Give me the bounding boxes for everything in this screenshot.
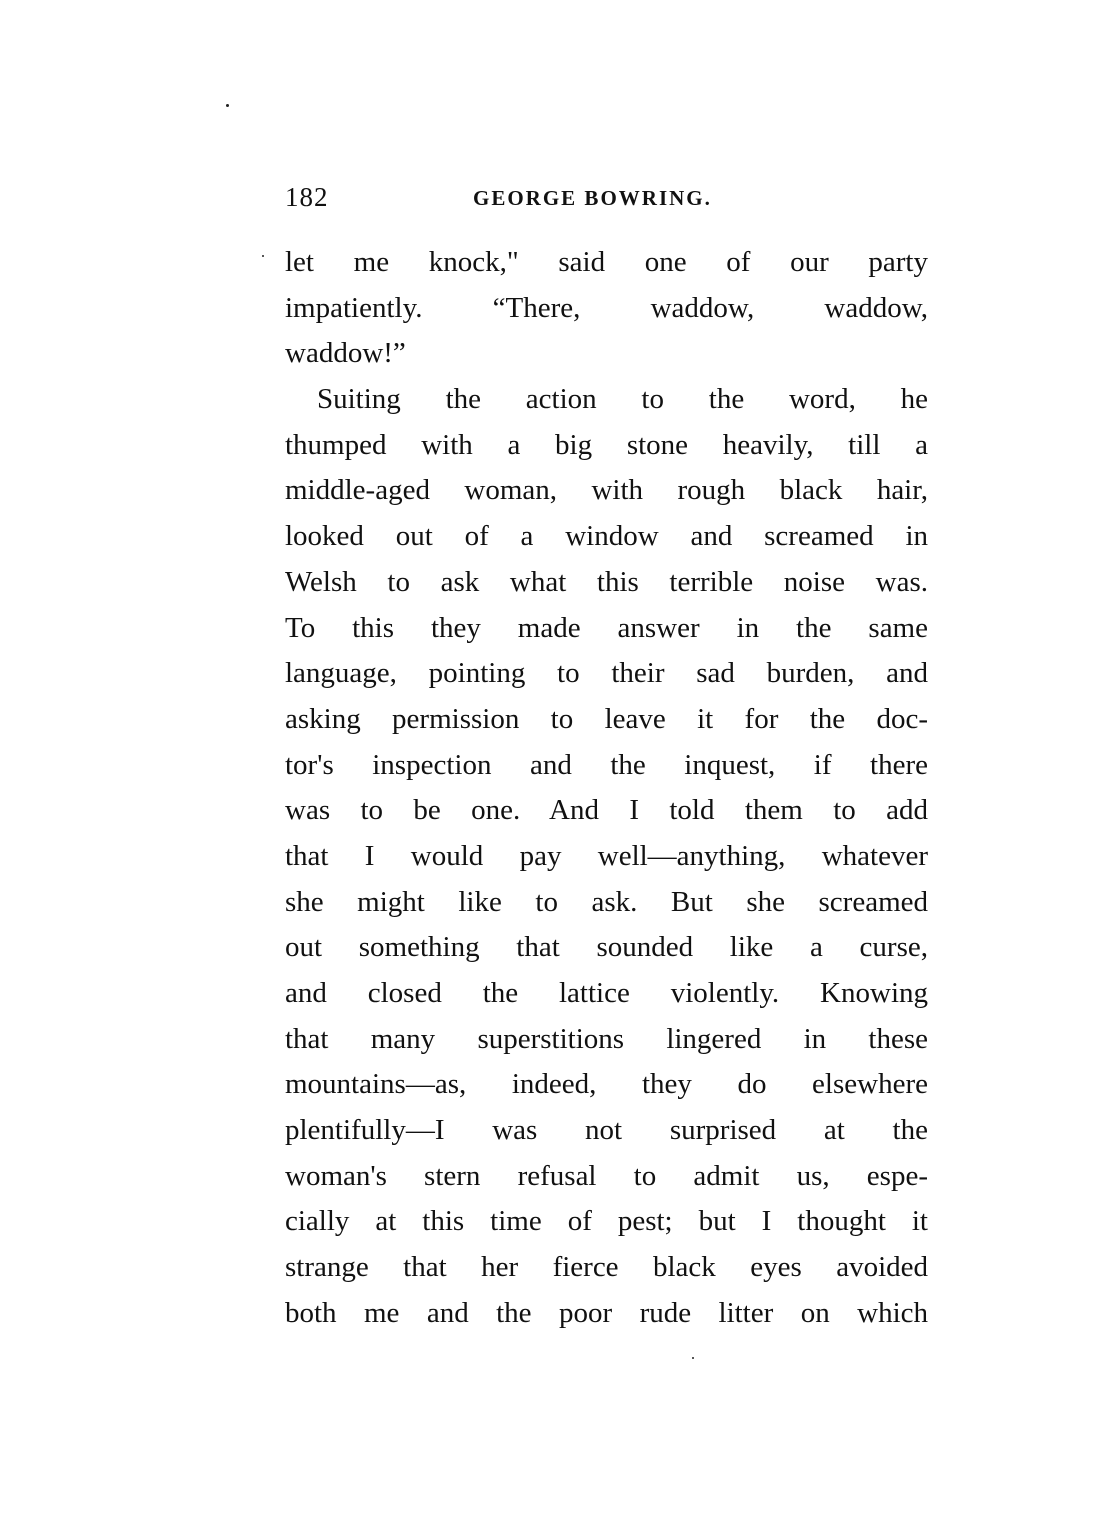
text-line: Welsh to ask what this terrible noise was. [285,565,928,598]
text-line: that many superstitions lingered in these [285,1022,928,1055]
text-line: Suiting the action to the word, he [317,383,928,416]
running-header [285,182,945,216]
text-line: let me knock," said one of our party [285,246,928,278]
text-line: tor's inspection and the inquest, if there [285,748,928,781]
text-line: waddow!” [285,337,406,370]
text-line: To this they made answer in the same [285,611,928,644]
text-line: plentifully—I was not surprised at the [285,1114,928,1147]
text-line: she might like to ask. But she screamed [285,885,928,918]
text-line: was to be one. And I told them to add [285,794,928,827]
text-line: woman's stern refusal to admit us, espe- [285,1159,928,1192]
ink-speck [692,1357,694,1359]
text-line: impatiently. “There, waddow, waddow, [285,291,928,324]
text-line: language, pointing to their sad burden, and [285,657,928,690]
text-line: looked out of a window and screamed in [285,520,928,553]
text-line: middle-aged woman, with rough black hair, [285,474,928,507]
page-number: 182 [285,182,329,212]
text-line: thumped with a big stone heavily, till a [285,428,928,461]
text-line: and closed the lattice violently. Knowing [285,977,928,1009]
ink-speck [262,255,264,257]
paragraph [285,240,928,377]
text-line: strange that her fierce black eyes avoided [285,1251,928,1284]
text-line: asking permission to leave it for the doc- [285,702,928,735]
text-line: mountains—as, indeed, they do elsewhere [285,1068,928,1101]
text-line: cially at this time of pest; but I thought it [285,1205,928,1238]
book-title: GEORGE BOWRING. [473,186,712,210]
paragraph [285,377,928,1336]
body-text [285,240,928,1337]
text-line: out something that sounded like a curse, [285,931,928,964]
text-line: both me and the poor rude litter on which [285,1296,928,1329]
text-line: that I would pay well—anything, whatever [285,839,928,872]
ink-speck [226,104,229,107]
